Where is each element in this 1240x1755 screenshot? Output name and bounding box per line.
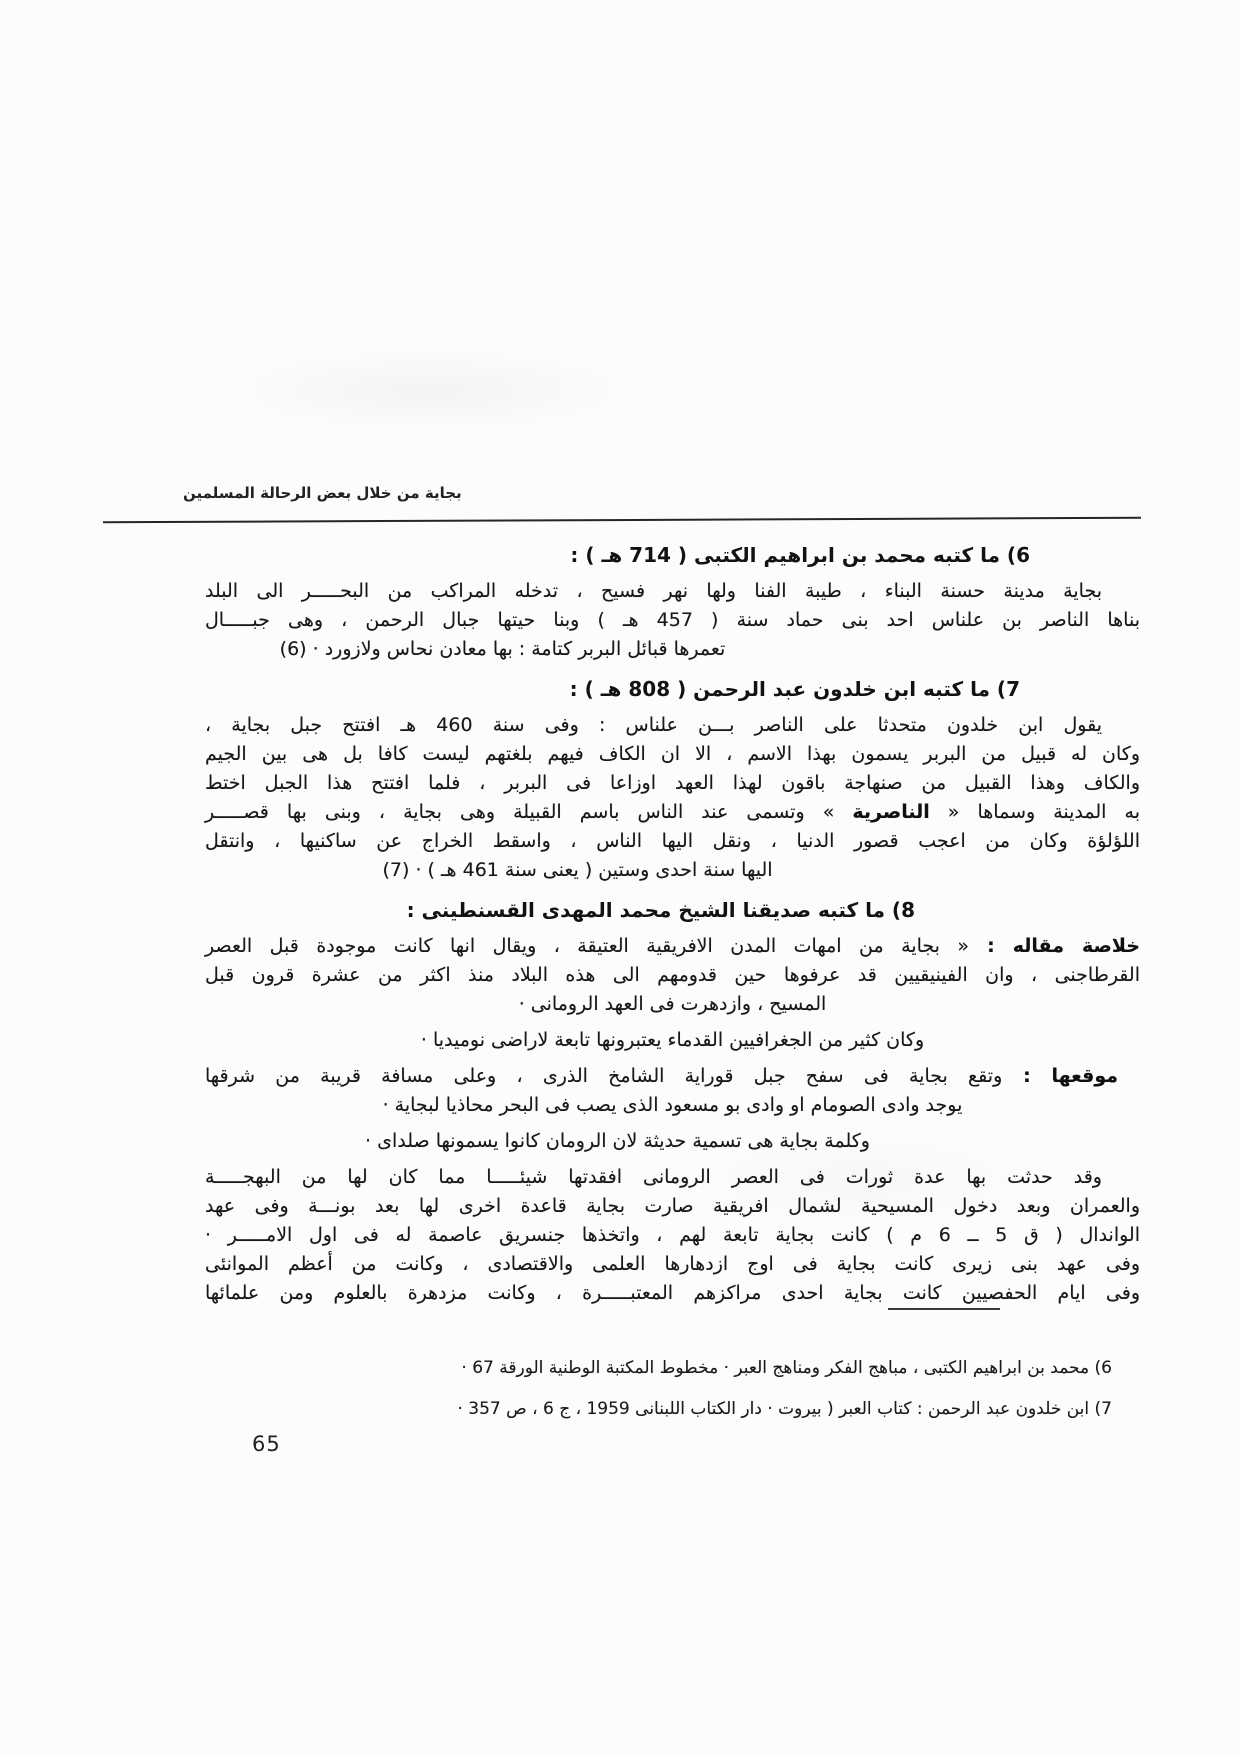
- bold-lead-summary: خلاصة مقاله :: [969, 935, 1140, 957]
- text-line: وقد حدثت بها عدة ثورات فى العصر الرومانى افقدتها شيئـــــا مما كان لها من البهجـــــة: [205, 1166, 1102, 1188]
- header-rule: [103, 517, 1141, 524]
- text-line: تعمرها قبائل البربر كتامة : بها معادن نحاس ولازورد · (6): [279, 638, 726, 660]
- text-line: الواندال ( ق 5 ــ 6 م ) كانت بجاية تابعة لهم ، واتخذها جنسريق عاصمة له فى اول الامـــــر ·: [205, 1224, 1140, 1246]
- text-line: [205, 798, 1140, 827]
- section-8-heading: 8) ما كتبه صديقنا الشيخ محمد المهدى القسنطينى :: [406, 898, 915, 922]
- line-text: « بجاية من امهات المدن الافريقية العتيقة ، ويقال انها كانت موجودة قبل العصر: [205, 935, 970, 957]
- text-line: اللؤلؤة وكان من اعجب قصور الدنيا ، ونقل اليها الناس ، واسقط الخراج عن ساكنيها ، وانتقل: [205, 830, 1140, 852]
- text-line: وفى ايام الحفصيين كانت بجاية احدى مراكزهم المعتبـــــرة ، وكانت مزدهرة بالعلوم ومن علمائها: [205, 1282, 1140, 1304]
- section-7-heading: 7) ما كتبه ابن خلدون عبد الرحمن ( 808 هـ ) :: [569, 677, 1020, 701]
- line-text: به المدينة وسماها «: [929, 801, 1140, 823]
- page-number: 65: [252, 1432, 281, 1456]
- footnote-separator: [888, 1308, 1000, 1310]
- text-line: [205, 932, 1140, 961]
- footnote-6: 6) محمد بن ابراهيم الكتبى ، مباهج الفكر ومناهج العبر · مخطوط المكتبة الوطنية الورقة 67 ·: [461, 1358, 1112, 1378]
- text-line: وكان كثير من الجغرافيين القدماء يعتبرونها تابعة لاراضى نوميديا ·: [420, 1029, 925, 1051]
- line-text: وتقع بجاية فى سفح جبل قوراية الشامخ الذرى ، وعلى مسافة قريبة من شرقها: [205, 1065, 1003, 1087]
- bold-term-nasiriya: الناصرية: [852, 801, 930, 823]
- text-line: القرطاجنى ، وان الفينيقيين قد عرفوها حين قدومهم الى هذه البلاد منذ اكثر من عشرة قرون قبل: [205, 964, 1140, 986]
- section-6-heading: 6) ما كتبه محمد بن ابراهيم الكتبى ( 714 هـ ) :: [570, 543, 1030, 567]
- footnote-7: 7) ابن خلدون عبد الرحمن : كتاب العبر ( بيروت · دار الكتاب اللبنانى 1959 ، ج 6 ، ص 357 ·: [457, 1399, 1112, 1419]
- text-line: المسيح ، وازدهرت فى العهد الرومانى ·: [518, 993, 827, 1015]
- text-line: وكلمة بجاية هى تسمية حديثة لان الرومان كانوا يسمونها صلداى ·: [365, 1130, 870, 1152]
- text-line: اليها سنة احدى وستين ( يعنى سنة 461 هـ ) · (7): [382, 859, 773, 881]
- text-line: وفى عهد بنى زيرى كانت بجاية فى اوج ازدهارها العلمى والاقتصادى ، وكانت من أعظم الموانئى: [205, 1253, 1140, 1275]
- running-header-title: بجاية من خلال بعض الرحالة المسلمين: [183, 484, 462, 502]
- text-line: بجاية مدينة حسنة البناء ، طيبة الفنا ولها نهر فسيح ، تدخله المراكب من البحـــــر الى البلد: [205, 580, 1102, 602]
- text-line: بناها الناصر بن علناس احد بنى حماد سنة ( 457 هـ ) وبنا حيتها جبال الرحمن ، وهى جبـــــال: [205, 609, 1140, 631]
- page-body: [205, 540, 1140, 1308]
- text-line: يقول ابن خلدون متحدثا على الناصر بـــن علناس : وفى سنة 460 هـ افتتح جبل بجاية ،: [205, 714, 1102, 736]
- text-line: يوجد وادى الصومام او وادى بو مسعود الذى يصب فى البحر محاذيا لبجاية ·: [382, 1094, 963, 1116]
- line-text: » وتسمى عند الناس باسم القبيلة وهى بجاية ، وبنى بها قصـــــر: [205, 801, 853, 823]
- text-line: والعمران وبعد دخول المسيحية لشمال افريقية صارت بجاية قاعدة اخرى لها بعد بونـــة وفى عهد: [205, 1195, 1140, 1217]
- text-line: [205, 1062, 1140, 1091]
- bold-lead-location: موقعها :: [1002, 1065, 1118, 1087]
- text-line: والكاف وهذا القبيل من صنهاجة باقون لهذا العهد اوزاعا فى البربر ، فلما افتتح هذا الجبل اختط: [205, 772, 1140, 794]
- text-line: وكان له قبيل من البربر يسمون بهذا الاسم ، الا ان الكاف فيهم بلغتهم ليست كافا بل هى بين الجيم: [205, 743, 1140, 765]
- footnotes-block: [202, 1348, 1112, 1430]
